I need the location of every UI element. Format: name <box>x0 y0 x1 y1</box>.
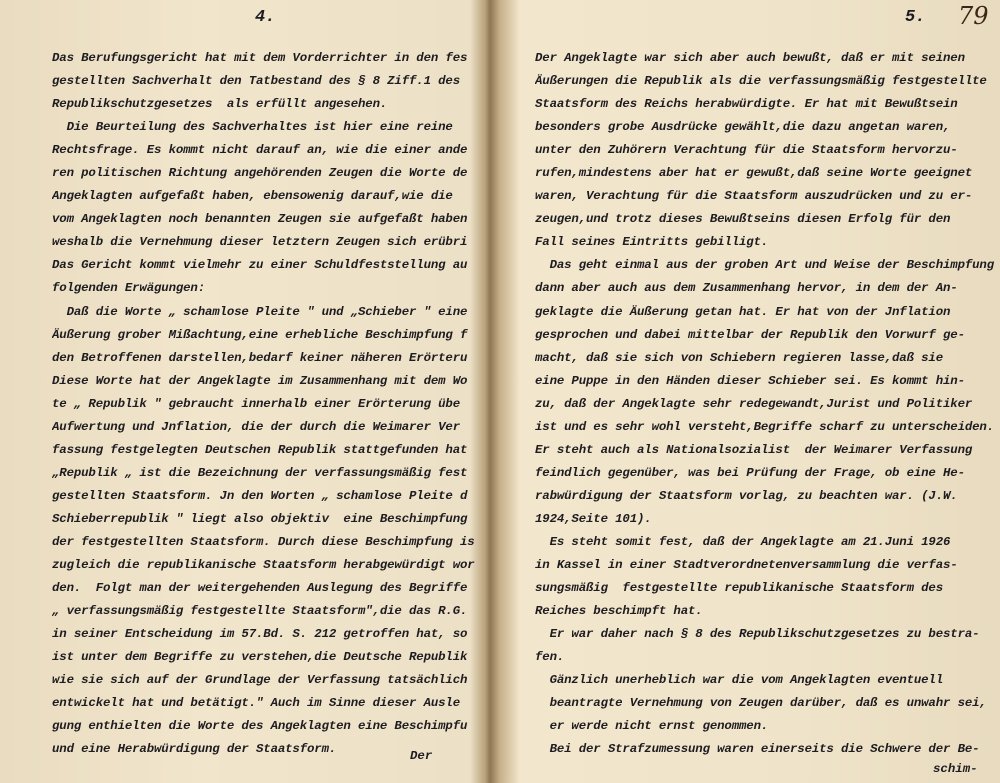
text-line: Das geht einmal aus der groben Art und Weise der Beschimpfung <box>535 258 994 273</box>
left-page <box>0 0 490 783</box>
text-line: gestellten Sachverhalt den Tatbestand des § 8 Ziff.1 des <box>52 74 460 89</box>
text-line: Staatsform des Reichs herabwürdigte. Er hat mit Bewußtsein <box>535 97 958 112</box>
text-line: sungsmäßig festgestellte republikanische Staatsform des <box>535 581 943 596</box>
text-line: eine Puppe in den Händen dieser Schieber sei. Es kommt hin- <box>535 373 965 388</box>
text-line: weshalb die Vernehmung dieser letztern Zeugen sich erübri <box>52 235 468 250</box>
left-page-number: 4. <box>255 8 276 27</box>
text-line: rabwürdigung der Staatsform vorlag, zu beachten war. (J.W. <box>535 488 958 503</box>
text-line: zu, daß der Angeklagte sehr redegewandt,Jurist und Politiker <box>535 396 973 411</box>
text-line: Der Angeklagte war sich aber auch bewußt, daß er mit seinen <box>535 51 965 65</box>
text-line: den. Folgt man der weitergehenden Auslegung des Begriffe <box>52 581 468 596</box>
text-line: Das Gericht kommt vielmehr zu einer Schuldfeststellung au <box>52 258 468 273</box>
text-line: dann aber auch aus dem Zusammenhang hervor, in dem der An- <box>535 281 958 296</box>
text-line: „Republik „ ist die Bezeichnung der verfassungsmäßig fest <box>52 465 468 480</box>
text-line: Aufwertung und Jnflation, die der durch die Weimarer Ver <box>52 419 460 434</box>
text-line: „ verfassungsmäßig festgestellte Staatsform",die das R.G. <box>52 604 468 619</box>
text-line: Er war daher nach § 8 des Republikschutzgesetzes zu bestra- <box>535 627 980 642</box>
text-line: er werde nicht ernst genommen. <box>535 719 769 734</box>
text-line: Bei der Strafzumessung waren einerseits die Schwere der Be- <box>535 742 980 757</box>
text-line: 1924,Seite 101). <box>535 511 652 526</box>
text-line: te „ Republik " gebraucht innerhalb einer Erörterung übe <box>52 396 460 411</box>
right-page-number: 5. <box>905 8 926 27</box>
text-line: Er steht auch als Nationalsozialist der Weimarer Verfassung <box>535 442 973 457</box>
text-line: folgenden Erwägungen: <box>52 281 205 296</box>
text-line: Diese Worte hat der Angeklagte im Zusammenhang mit dem Wo <box>52 373 468 388</box>
text-line: Es steht somit fest, daß der Angeklagte am 21.Juni 1926 <box>535 534 951 549</box>
text-line: Reiches beschimpft hat. <box>535 604 703 619</box>
text-line: Daß die Worte „ schamlose Pleite " und „Schieber " eine <box>52 304 468 319</box>
right-page-text <box>535 47 1000 761</box>
text-line: Fall seines Eintritts gebilligt. <box>535 235 769 250</box>
text-line: Rechtsfrage. Es kommt nicht darauf an, wie die einer ande <box>52 143 468 158</box>
text-line: den Betroffenen darstellen,bedarf keiner näheren Erörteru <box>52 350 468 365</box>
text-line: Republikschutzgesetzes als erfüllt angesehen. <box>52 97 388 112</box>
text-line: fassung festgelegten Deutschen Republik stattgefunden hat <box>52 442 468 457</box>
text-line: wie sie sich auf der Grundlage der Verfassung tatsächlich <box>52 673 468 688</box>
text-line: Angeklagten aufgefaßt haben, ebensowenig darauf,wie die <box>52 189 453 204</box>
text-line: vom Angeklagten noch benannten Zeugen sie aufgefaßt haben <box>52 212 468 227</box>
text-line: unter den Zuhörern Verachtung für die Staatsform hervorzu- <box>535 143 958 158</box>
text-line: ren politischen Richtung angehörenden Zeugen die Worte de <box>52 166 468 181</box>
text-line: in seiner Entscheidung im 57.Bd. S. 212 getroffen hat, so <box>52 627 468 642</box>
text-line: gesprochen und dabei mittelbar der Republik den Vorwurf ge- <box>535 327 965 342</box>
text-line: der festgestellten Staatsform. Durch diese Beschimpfung is <box>52 534 475 549</box>
text-line: fen. <box>535 650 565 665</box>
text-line: ist unter dem Begriffe zu verstehen,die Deutsche Republik <box>52 650 468 665</box>
text-line: gung enthielten die Worte des Angeklagten eine Beschimpfu <box>52 719 468 734</box>
text-line: zugleich die republikanische Staatsform herabgewürdigt wor <box>52 558 475 573</box>
text-line: gestellten Staatsform. Jn den Worten „ schamlose Pleite d <box>52 488 468 503</box>
text-line: feindlich gegenüber, was bei Prüfung der Frage, ob eine He- <box>535 465 965 480</box>
text-line: waren, Verachtung für die Staatsform auszudrücken und zu er- <box>535 189 973 204</box>
right-catchword: schim- <box>933 762 978 776</box>
right-page <box>500 0 1000 783</box>
left-page-text <box>52 47 492 761</box>
text-line: besonders grobe Ausdrücke gewählt,die dazu angetan waren, <box>535 120 951 135</box>
left-catchword: Der <box>410 749 433 763</box>
text-line: geklagte die Äußerung getan hat. Er hat von der Jnflation <box>535 304 951 319</box>
text-line: zeugen,und trotz dieses Bewußtseins diesen Erfolg für den <box>535 212 951 227</box>
text-line: beantragte Vernehmung von Zeugen darüber, daß es unwahr sei, <box>535 696 987 711</box>
text-line: Das Berufungsgericht hat mit dem Vorderrichter in den fes <box>52 51 468 65</box>
handwritten-folio-number: 79 <box>958 2 989 30</box>
text-line: in Kassel in einer Stadtverordnetenversammlung die verfas- <box>535 558 958 573</box>
text-line: ist und es sehr wohl versteht,Begriffe scharf zu unterscheiden. <box>535 419 994 434</box>
text-line: Die Beurteilung des Sachverhaltes ist hier eine reine <box>52 120 453 135</box>
text-line: macht, daß sie sich von Schiebern regieren lasse,daß sie <box>535 350 943 365</box>
text-line: entwickelt hat und betätigt." Auch im Sinne dieser Ausle <box>52 696 460 711</box>
text-line: Äußerungen die Republik als die verfassungsmäßig festgestellte <box>535 74 987 89</box>
text-line: Gänzlich unerheblich war die vom Angeklagten eventuell <box>535 673 943 688</box>
text-line: Äußerung grober Mißachtung,eine erhebliche Beschimpfung f <box>52 327 468 342</box>
text-line: rufen,mindestens aber hat er gewußt,daß seine Worte geeignet <box>535 166 973 181</box>
text-line: Schieberrepublik " liegt also objektiv eine Beschimpfung <box>52 511 468 526</box>
text-line: und eine Herabwürdigung der Staatsform. <box>52 742 337 757</box>
